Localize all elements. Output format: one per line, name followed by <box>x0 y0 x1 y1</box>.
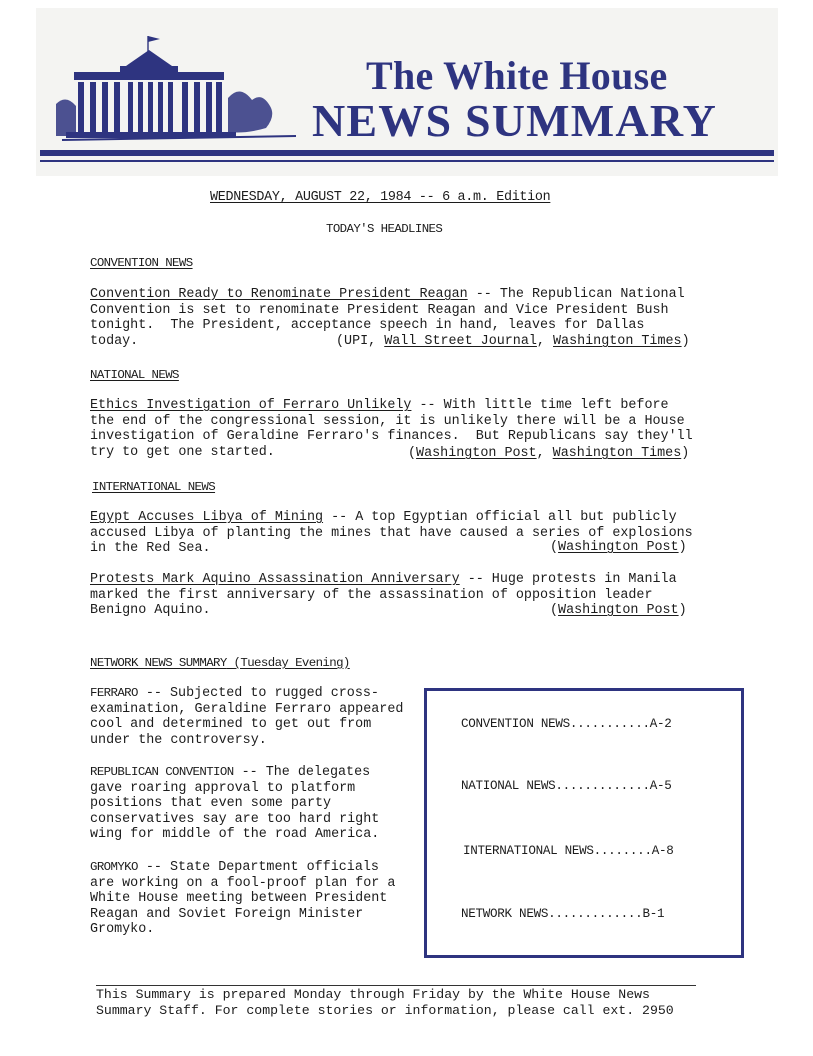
index-entry-label: NETWORK NEWS <box>461 907 549 921</box>
index-entry-network <box>461 907 664 921</box>
international-story-2-sources: (Washington Post) <box>550 603 687 618</box>
network-heading: NETWORK NEWS SUMMARY <box>90 656 227 670</box>
source: Washington Times <box>553 334 682 349</box>
footer-note: This Summary is prepared Monday through Friday by the White House News Summary Staff. For complete stories or information, please call ext. 2950 <box>96 987 674 1018</box>
index-entry-page: A-2 <box>649 717 672 731</box>
section-index-box <box>424 688 744 958</box>
national-story-text: -- With little time left before the end of the congressional session, it is unlikely there will be a House investigation of Geraldine Ferraro's finances. But Republicans say they'll try to get one started. <box>90 398 693 460</box>
index-entry-label: NATIONAL NEWS <box>461 779 556 793</box>
convention-story-headline: Convention Ready to Renominate President Reagan <box>90 287 468 302</box>
edition-line: WEDNESDAY, AUGUST 22, 1984 -- 6 a.m. Edition <box>210 190 551 205</box>
source: UPI <box>344 334 369 349</box>
index-entry-national <box>461 779 672 793</box>
network-item-lead: FERRARO <box>90 686 138 700</box>
index-entry-international <box>463 844 673 858</box>
source: Washington Times <box>552 446 682 461</box>
network-item-text: -- Subjected to rugged cross- examination, Geraldine Ferraro appeared cool and determined to get out from under the controversy. <box>90 686 404 748</box>
section-heading-national: NATIONAL NEWS <box>90 368 179 382</box>
index-entry-dots: ............. <box>555 779 650 793</box>
network-item-lead: REPUBLICAN CONVENTION <box>90 765 234 779</box>
index-entry-page: A-8 <box>651 844 674 858</box>
masthead-title-line1: The White House <box>366 53 668 98</box>
index-entry-dots: ........... <box>569 717 650 731</box>
index-entry-dots: ............. <box>548 907 643 921</box>
source: Washington Post <box>416 446 537 461</box>
network-item-gromyko <box>90 860 395 938</box>
network-item-republican-convention <box>90 765 379 843</box>
section-heading-network <box>90 656 350 670</box>
section-heading-international: INTERNATIONAL NEWS <box>92 480 216 494</box>
national-story-headline: Ethics Investigation of Ferraro Unlikely <box>90 398 412 413</box>
index-entry-label: CONVENTION NEWS <box>461 717 570 731</box>
masthead-title-line2: NEWS SUMMARY <box>312 95 718 146</box>
masthead <box>36 8 778 176</box>
network-item-lead: GROMYKO <box>90 860 138 874</box>
network-item-text: -- State Department officials are working on a fool-proof plan for a White House meeting between President Reagan and Soviet Foreign Minister Gromyko. <box>90 860 396 938</box>
international-story-1-sources: (Washington Post) <box>550 540 687 555</box>
masthead-rule-thick <box>40 150 774 156</box>
headlines-title: TODAY'S HEADLINES <box>326 222 443 236</box>
index-entry-convention <box>461 717 672 731</box>
index-entry-page: A-5 <box>649 779 672 793</box>
network-item-text: -- The delegates gave roaring approval to platform positions that even some party conservatives say are too hard right wing for middle of the road America. <box>90 765 380 843</box>
international-story-1-headline: Egypt Accuses Libya of Mining <box>90 510 324 525</box>
footer-rule <box>96 985 696 986</box>
convention-story-text: -- The Republican National Convention is set to renominate President Reagan and Vice President Bush tonight. The President, acceptance speech in hand, leaves for Dallas today. <box>90 287 685 349</box>
international-story-2-text: -- Huge protests in Manila marked the first anniversary of the assassination of opposition leader Benigno Aquino. <box>90 572 677 619</box>
index-entry-label: INTERNATIONAL NEWS <box>463 844 594 858</box>
network-item-ferraro <box>90 686 403 748</box>
international-story-1-text: -- A top Egyptian official all but publicly accused Libya of planting the mines that have caused a series of explosions in the Red Sea. <box>90 510 693 557</box>
international-story-2-headline: Protests Mark Aquino Assassination Anniversary <box>90 572 460 587</box>
convention-sources: (UPI, Wall Street Journal, Washington Times) <box>336 334 690 349</box>
section-heading-convention: CONVENTION NEWS <box>90 256 193 270</box>
white-house-building-icon <box>56 28 306 146</box>
source: Wall Street Journal <box>384 334 537 349</box>
source: Washington Post <box>558 603 679 618</box>
national-sources: (Washington Post, Washington Times) <box>408 446 690 461</box>
network-heading-suffix: (Tuesday Evening) <box>226 656 350 670</box>
masthead-rule-thin <box>40 160 774 162</box>
source: Washington Post <box>558 540 679 555</box>
index-entry-dots: ........ <box>593 844 652 858</box>
index-entry-page: B-1 <box>642 907 665 921</box>
